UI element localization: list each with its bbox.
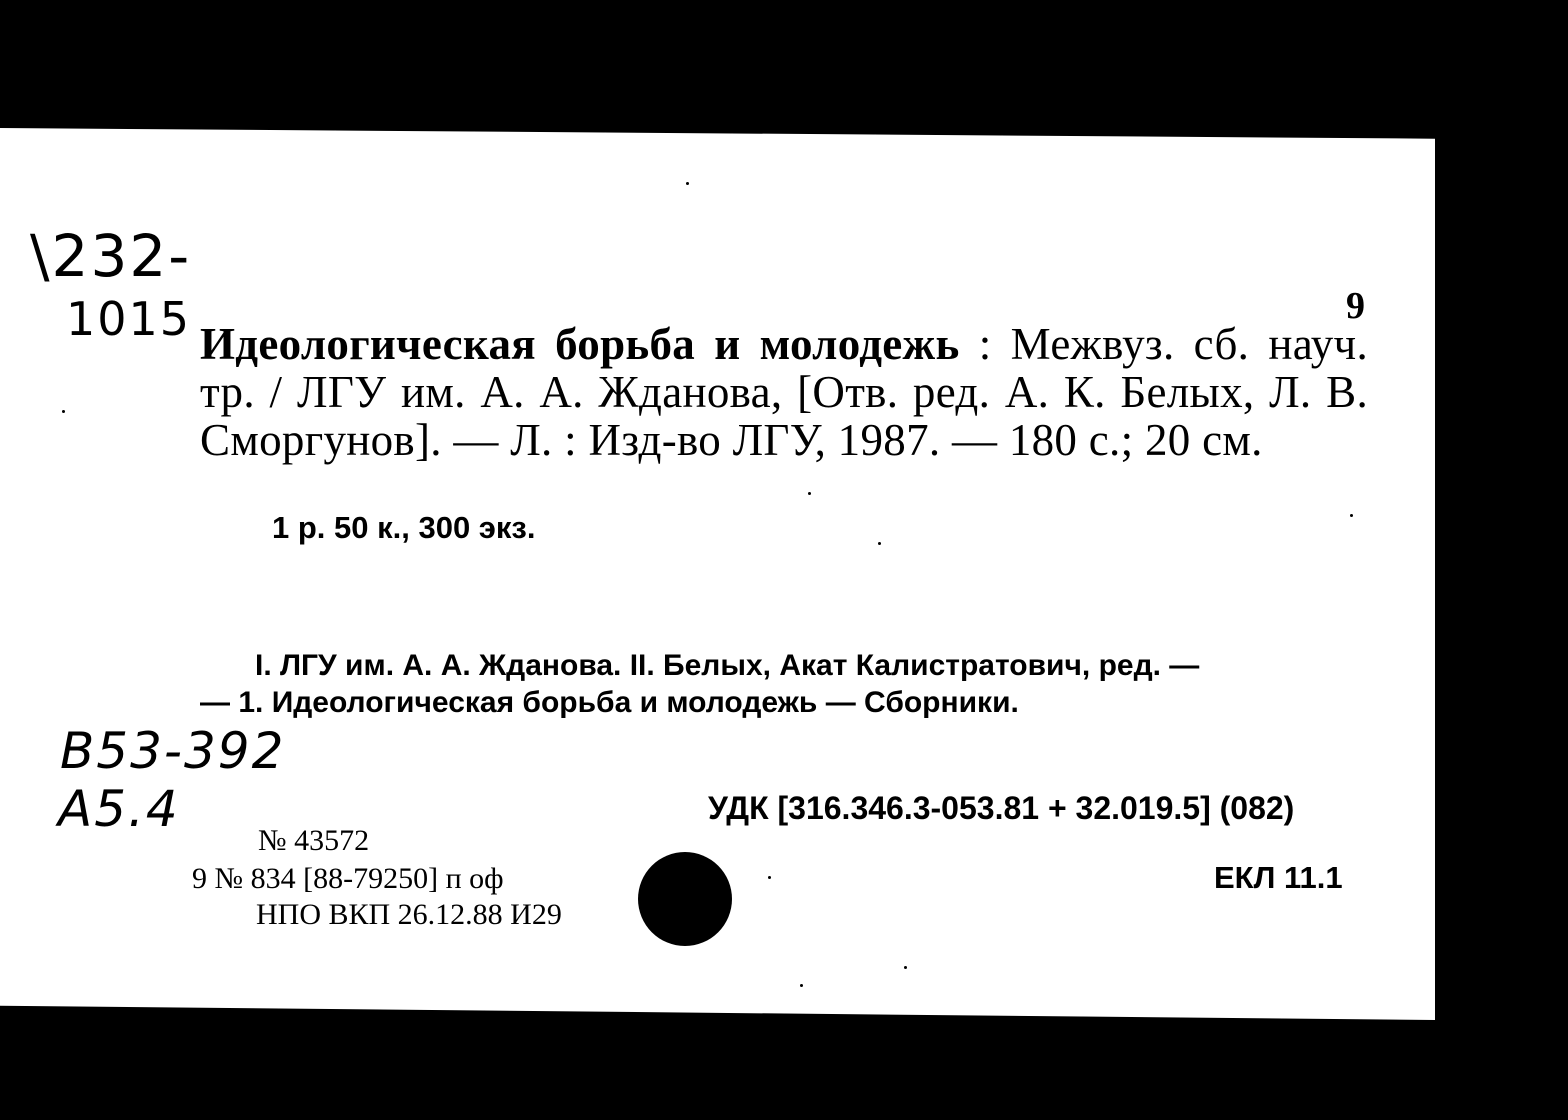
handwritten-shelf-mark-line2: 1015 (66, 292, 192, 346)
scan-speck (1350, 514, 1353, 517)
bibliographic-description (200, 320, 1368, 464)
subject-headings (200, 647, 1368, 721)
handwritten-shelf-mark-line1: \232- (30, 222, 192, 290)
scan-speck (768, 876, 771, 879)
scan-speck (878, 542, 881, 545)
scan-speck (62, 410, 65, 413)
handwritten-classification-code: В53-392 (60, 722, 286, 780)
book-imprint: : Межвуз. сб. науч. тр. / ЛГУ им. А. А. Жданова, [Отв. ред. А. К. Белых, Л. В. Сморгунов]. — Л. : Изд-во ЛГУ, 1987. — 180 с.; 20 см. (200, 319, 1369, 465)
print-info-line-2: НПО ВКП 26.12.88 И29 (256, 898, 562, 931)
scan-speck (686, 182, 689, 185)
ekl-code: ЕКЛ 11.1 (1214, 860, 1343, 895)
udk-code: УДК [316.346.3-053.81 + 32.019.5] (082) (708, 790, 1295, 826)
order-number: № 43572 (258, 824, 370, 857)
handwritten-class-index: А5.4 (58, 780, 180, 838)
punched-hole (638, 852, 732, 946)
book-title: Идеологическая борьба и молодежь (200, 319, 960, 369)
price-and-print-run: 1 р. 50 к., 300 экз. (272, 510, 536, 545)
card-number: 9 (1346, 285, 1365, 327)
scan-speck (800, 984, 803, 987)
subject-heading-line-2: — 1. Идеологическая борьба и молодежь — Сборники. (200, 686, 1019, 719)
print-info-line-1: 9 № 834 [88-79250] п оф (192, 862, 504, 895)
scan-speck (904, 966, 907, 969)
subject-heading-line-1: I. ЛГУ им. А. А. Жданова. II. Белых, Акат Калистратович, ред. — (255, 649, 1200, 682)
scan-speck (808, 492, 811, 495)
